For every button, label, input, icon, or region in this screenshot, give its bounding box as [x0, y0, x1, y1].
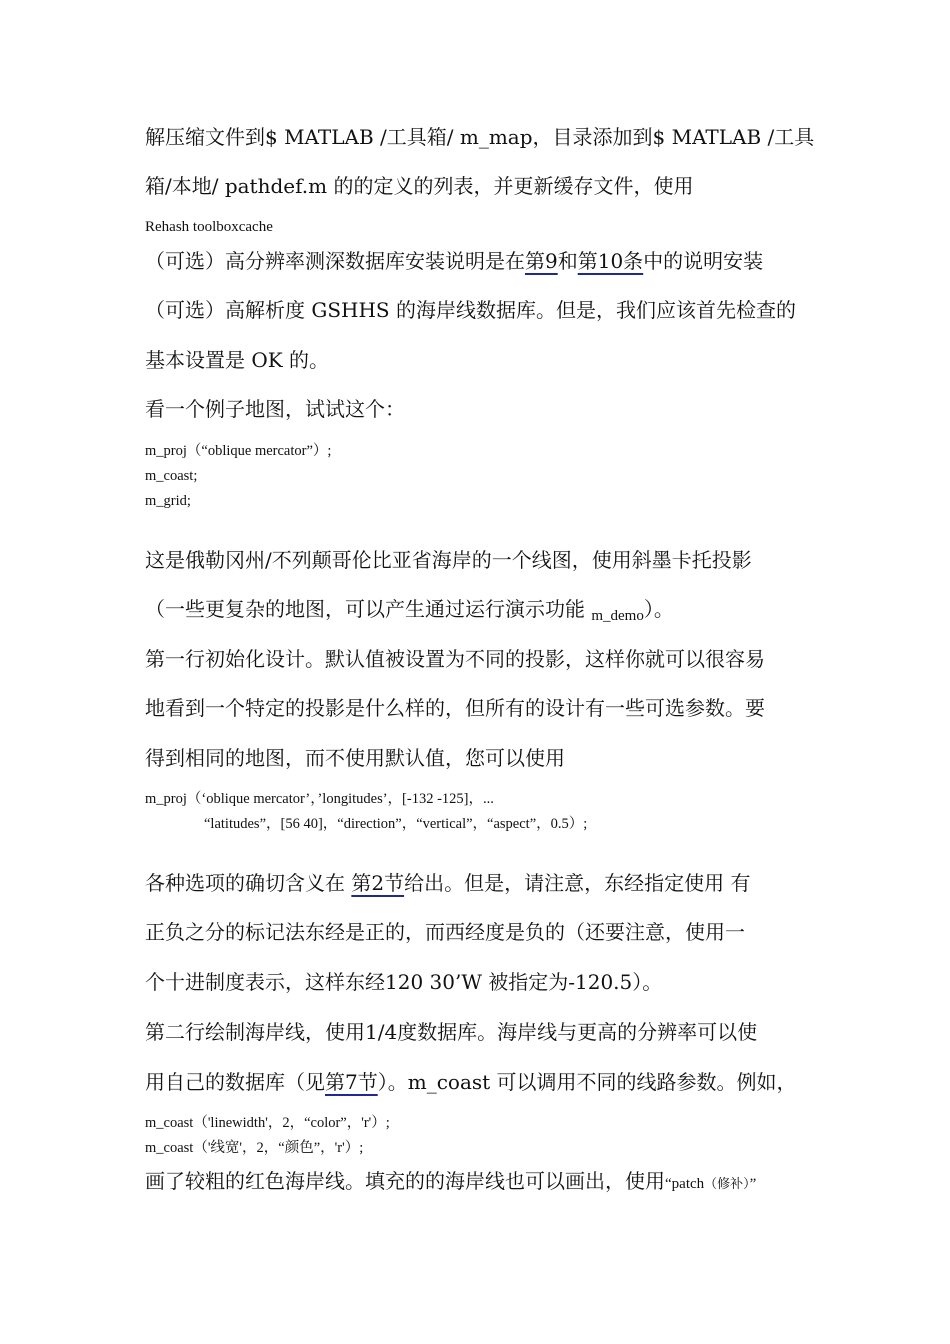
section-link-9[interactable]: 第9: [525, 249, 558, 273]
paragraph-line: 地看到一个特定的投影是什么样的，但所有的设计有一些可选参数。要: [145, 696, 765, 720]
text-segment: ）。: [643, 597, 674, 621]
code-line: m_proj（‘oblique mercator’，’longitudes’，[-132 -125]，...: [145, 791, 494, 807]
text-segment: （一些更复杂的地图，可以产生通过运行演示功能: [145, 597, 592, 621]
text-segment: 中的说明安装: [643, 249, 764, 273]
paragraph-line: 解压缩文件到$ MATLAB /工具箱/ m_map，目录添加到$ MATLAB /工具: [145, 125, 815, 149]
code-line: m_coast（'linewidth'，2，“color”，'r'）;: [145, 1115, 390, 1131]
section-link-10[interactable]: 第10条: [577, 249, 644, 273]
paragraph-line: 正负之分的标记法东经是正的，而西经度是负的（还要注意，使用一: [145, 920, 745, 944]
text-segment: 用自己的数据库（见: [145, 1070, 325, 1094]
paragraph-line: （可选）高解析度 GSHHS 的海岸线数据库。但是，我们应该首先检查的: [145, 298, 796, 322]
paragraph-line: [145, 597, 674, 624]
patch-term-end: ”: [749, 1176, 757, 1192]
paragraph-line: 个十进制度表示，这样东经120 30’W 被指定为-120.5）。: [145, 970, 663, 994]
section-link-2[interactable]: 第2节: [351, 871, 405, 895]
text-segment: 和: [557, 249, 578, 273]
text-segment: 给出。但是，请注意，东经指定使用 有: [404, 871, 751, 895]
text-segment: 画了较粗的红色海岸线。填充的的海岸线也可以画出，使用: [145, 1169, 665, 1193]
text-segment: ）。m_coast 可以调用不同的线路参数。例如，: [377, 1070, 797, 1094]
text-segment: （可选）高分辨率测深数据库安装说明是在: [145, 249, 525, 273]
paragraph-line: 第一行初始化设计。默认值被设置为不同的投影，这样你就可以很容易: [145, 647, 765, 671]
patch-term-cn: （修补）: [704, 1176, 750, 1191]
paragraph-line: [145, 873, 750, 893]
text-segment: 各种选项的确切含义在: [145, 871, 352, 895]
paragraph-line: 第二行绘制海岸线，使用1/4度数据库。海岸线与更高的分辨率可以使: [145, 1020, 758, 1044]
paragraph-line: 基本设置是 OK 的。: [145, 348, 330, 372]
code-line: m_proj（“oblique mercator”）;: [145, 443, 332, 459]
patch-term: “patch: [665, 1176, 705, 1192]
paragraph-line: 看一个例子地图，试试这个：: [145, 397, 405, 421]
paragraph-line: [145, 251, 763, 271]
paragraph-line: 这是俄勒冈州/不列颠哥伦比亚省海岸的一个线图，使用斜墨卡托投影: [145, 548, 752, 572]
command-line: Rehash toolboxcache: [145, 219, 273, 235]
code-line: m_grid;: [145, 493, 191, 509]
paragraph-line: 箱/本地/ pathdef.m 的的定义的列表，并更新缓存文件，使用: [145, 174, 694, 198]
function-name: m_demo: [591, 608, 644, 624]
code-line: m_coast;: [145, 468, 198, 484]
paragraph-line: 得到相同的地图，而不使用默认值，您可以使用: [145, 746, 565, 770]
paragraph-line: [145, 1171, 756, 1192]
code-line: “latitudes”，[56 40]，“direction”，“vertical”，“aspect”，0.5）;: [204, 816, 588, 832]
code-line: m_coast（'线宽'，2，“颜色”，'r'）;: [145, 1140, 364, 1156]
paragraph-line: [145, 1072, 797, 1092]
section-link-7[interactable]: 第7节: [325, 1070, 378, 1094]
